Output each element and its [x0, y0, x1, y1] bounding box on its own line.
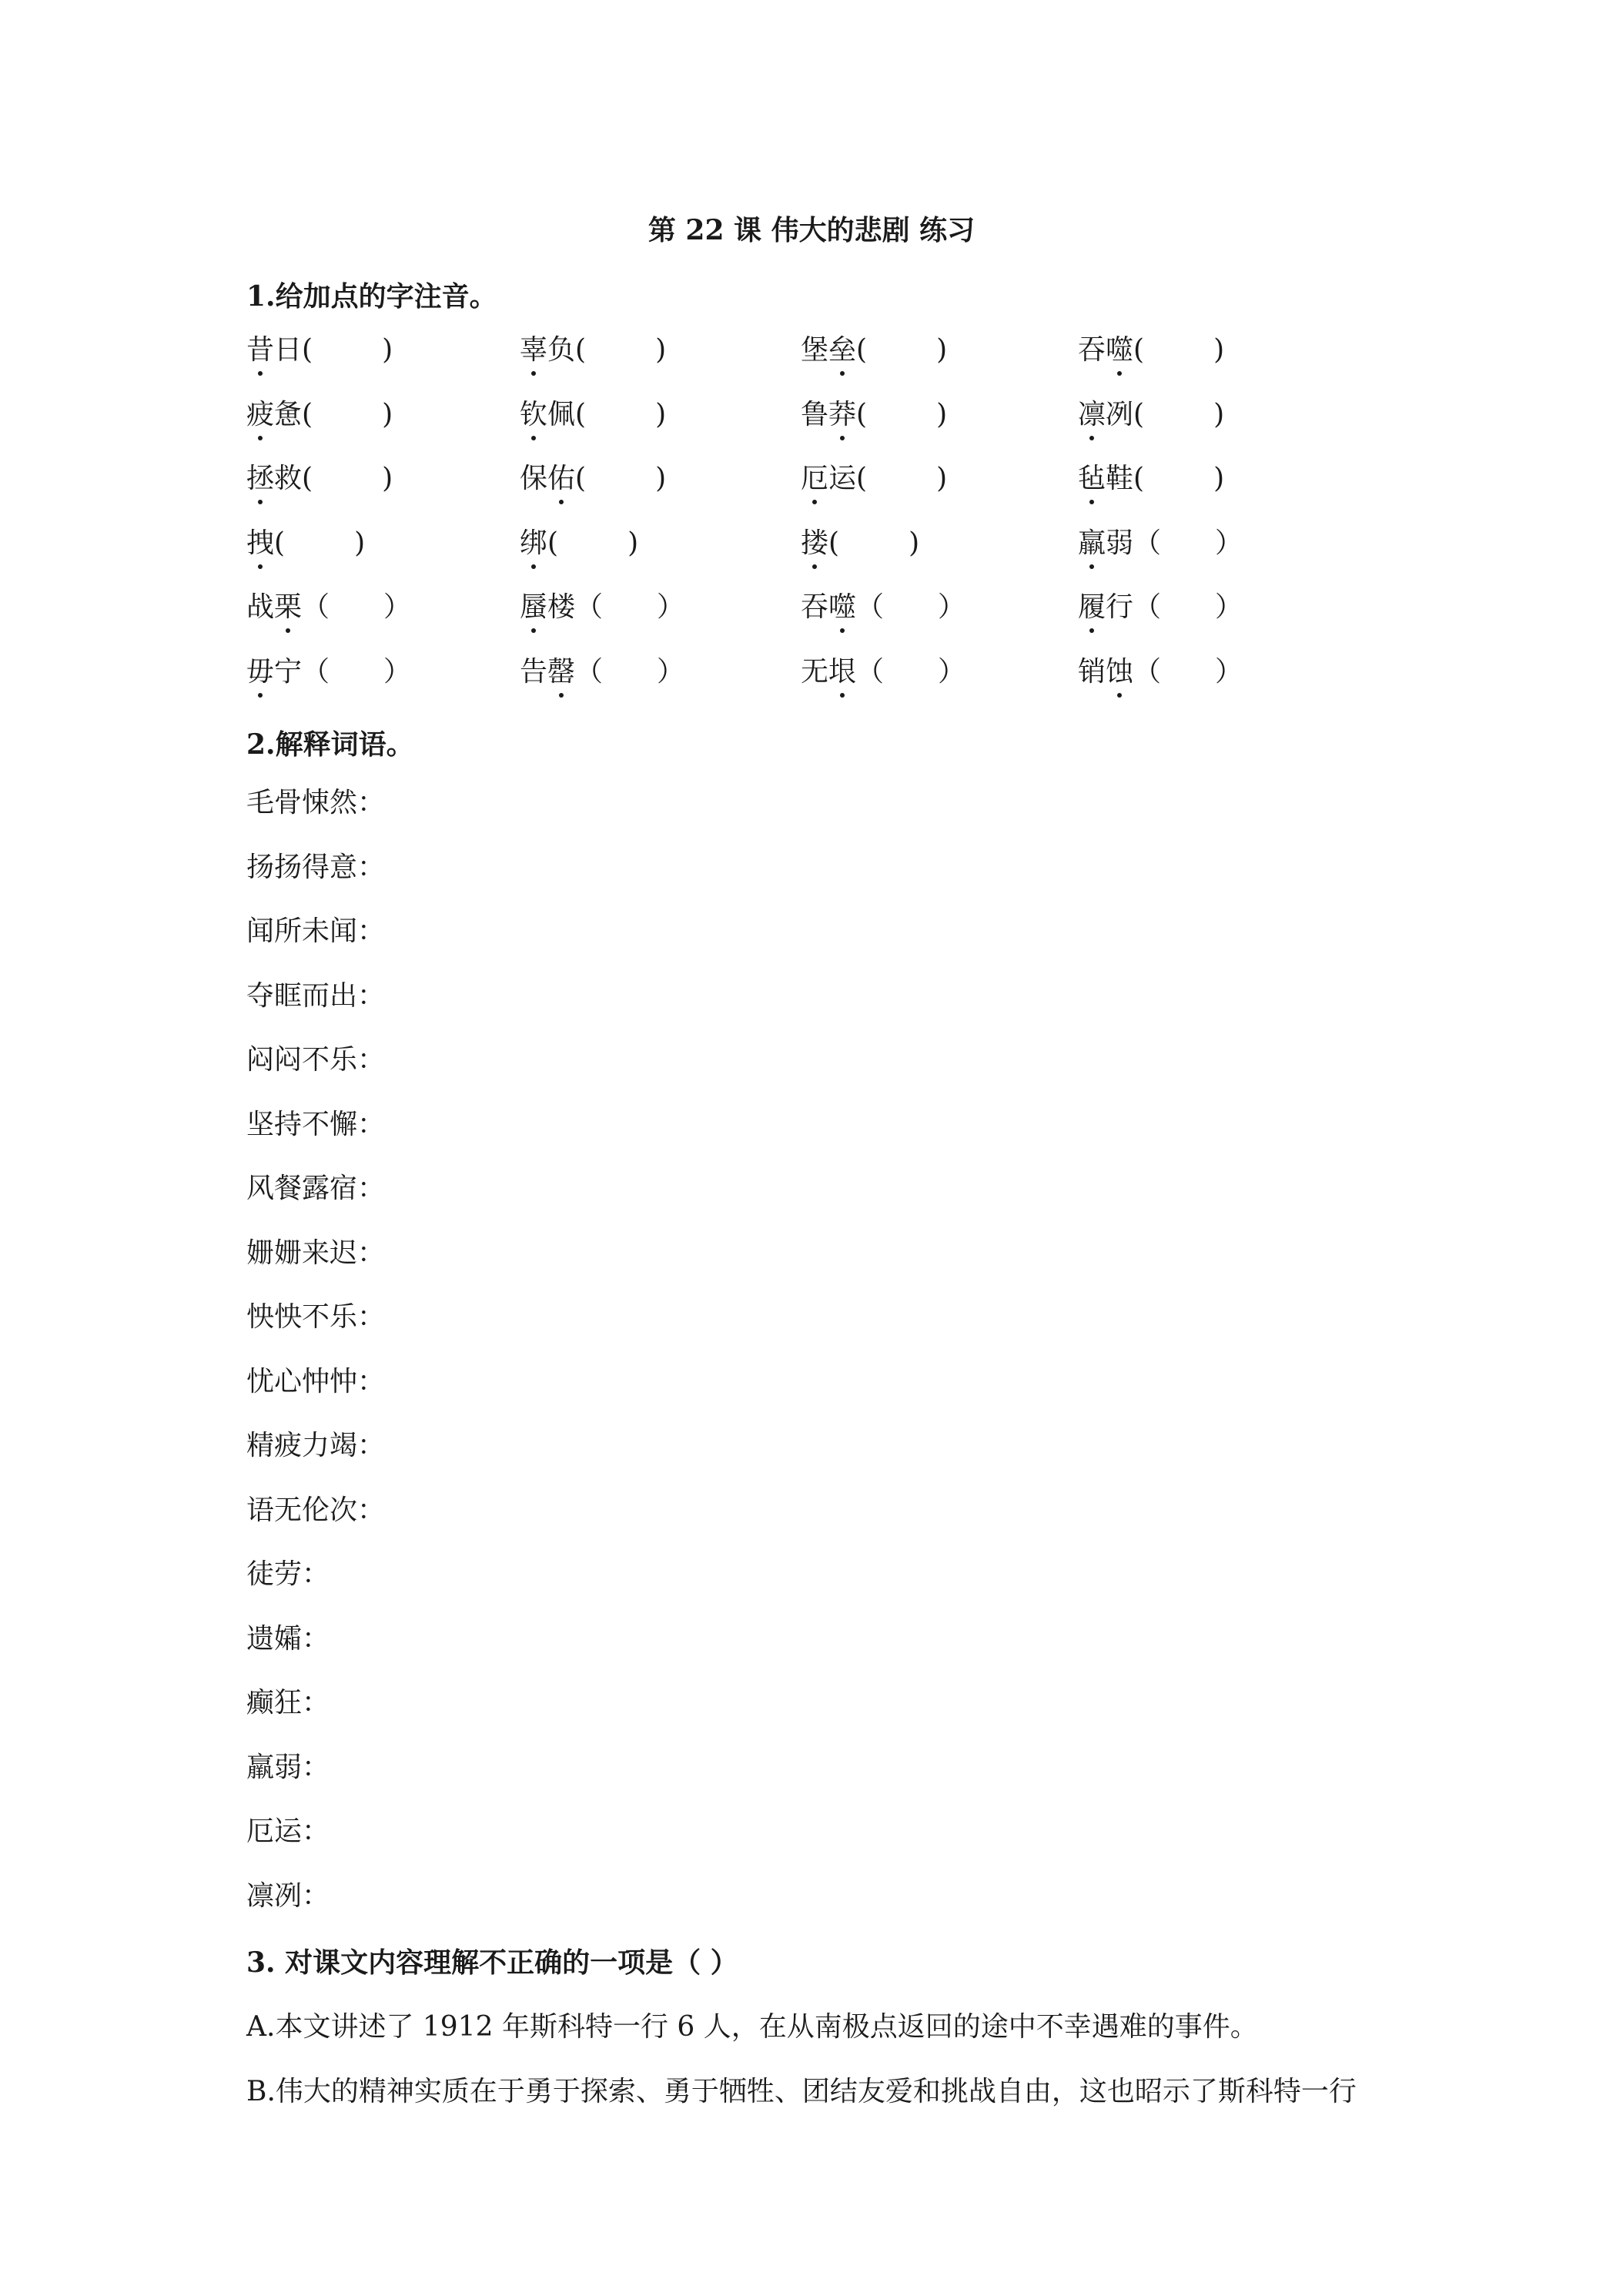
dotted-character: 履 [1078, 588, 1106, 627]
answer-close-paren: ) [382, 463, 393, 494]
answer-open-paren: （ [575, 591, 604, 623]
word-suffix: 负 [547, 334, 576, 366]
answer-close-paren: ) [936, 398, 948, 430]
answer-open-paren: ( [828, 527, 840, 559]
term-item: 徒劳： [246, 1558, 330, 1590]
pinyin-item [520, 588, 684, 627]
word-prefix: 无 [801, 655, 829, 688]
answer-open-paren: ( [575, 398, 587, 430]
answer-close-paren: ) [382, 334, 393, 366]
word-suffix: 佩 [547, 398, 576, 430]
term-item: 风餐露宿： [246, 1173, 386, 1204]
answer-close-paren: ） [1215, 591, 1243, 623]
pinyin-row [246, 588, 1555, 653]
answer-close-paren: ) [655, 463, 667, 494]
pinyin-item [801, 460, 947, 498]
answer-close-paren: ) [1213, 334, 1225, 366]
word-suffix: 运 [828, 463, 857, 494]
dotted-character: 噬 [1106, 331, 1133, 370]
term-definition-list [246, 784, 385, 1941]
word-prefix: 鲁 [801, 398, 829, 430]
pinyin-item [520, 524, 638, 563]
term-item: 忧心忡忡： [246, 1365, 386, 1397]
pinyin-item [1078, 653, 1243, 691]
answer-close-paren: ) [354, 527, 366, 559]
dotted-character: 毋 [246, 653, 274, 691]
term-item: 语无伦次： [246, 1494, 386, 1526]
pinyin-item [801, 524, 919, 563]
answer-close-paren: ） [938, 591, 966, 623]
word-suffix: 救 [274, 463, 303, 494]
word-suffix: 日 [274, 334, 303, 366]
pinyin-item [246, 396, 393, 434]
pinyin-item [1078, 396, 1224, 434]
pinyin-exercise-grid [246, 331, 1555, 717]
word-suffix: 行 [1106, 591, 1134, 623]
answer-close-paren: ） [383, 655, 412, 688]
answer-open-paren: （ [1133, 527, 1162, 559]
question-2-heading: 2.解释词语。 [246, 728, 414, 761]
answer-open-paren: （ [302, 591, 330, 623]
dotted-character: 辜 [520, 331, 547, 370]
answer-open-paren: ( [274, 527, 286, 559]
answer-open-paren: （ [856, 591, 885, 623]
answer-open-paren: ( [302, 334, 313, 366]
dotted-character: 莽 [828, 396, 856, 434]
pinyin-item [801, 396, 947, 434]
answer-close-paren: ） [938, 655, 966, 688]
dotted-character: 佑 [547, 460, 575, 498]
term-item: 坚持不懈： [246, 1108, 386, 1140]
pinyin-item [1078, 524, 1243, 563]
answer-open-paren: ( [1133, 334, 1145, 366]
answer-open-paren: ( [1133, 398, 1145, 430]
answer-close-paren: ) [627, 527, 639, 559]
answer-close-paren: ） [657, 591, 685, 623]
answer-open-paren: ( [856, 334, 868, 366]
answer-open-paren: ( [547, 527, 559, 559]
pinyin-row [246, 524, 1555, 589]
word-suffix: 惫 [274, 398, 303, 430]
word-suffix: 冽 [1106, 398, 1134, 430]
dotted-character: 毡 [1078, 460, 1106, 498]
dotted-character: 罄 [547, 653, 575, 691]
answer-open-paren: （ [575, 655, 604, 688]
word-suffix: 弱 [1106, 527, 1134, 559]
dotted-character: 栗 [274, 588, 302, 627]
answer-close-paren: ) [655, 398, 667, 430]
answer-open-paren: ( [856, 398, 868, 430]
dotted-character: 拯 [246, 460, 274, 498]
answer-close-paren: ） [383, 591, 412, 623]
pinyin-item [246, 331, 393, 370]
word-prefix: 销 [1078, 655, 1106, 688]
answer-close-paren: ) [909, 527, 920, 559]
pinyin-item [1078, 460, 1224, 498]
pinyin-item [801, 331, 947, 370]
pinyin-item [520, 460, 666, 498]
term-item: 遗孀： [246, 1622, 330, 1655]
term-item: 毛骨悚然： [246, 787, 386, 818]
word-suffix: 鞋 [1106, 463, 1134, 494]
answer-open-paren: （ [1133, 591, 1162, 623]
term-item: 怏怏不乐： [246, 1301, 386, 1333]
dotted-character: 垠 [828, 653, 856, 691]
dotted-character: 疲 [246, 396, 274, 434]
question-3-option-a: A.本文讲述了 1912 年斯科特一行 6 人，在从南极点返回的途中不幸遇难的事件。 [246, 2011, 1258, 2043]
word-prefix: 战 [246, 591, 275, 623]
pinyin-item [520, 396, 666, 434]
term-item: 凛冽： [246, 1879, 330, 1912]
answer-close-paren: ) [382, 398, 393, 430]
word-prefix: 告 [520, 655, 548, 688]
word-prefix: 保 [520, 463, 548, 494]
answer-close-paren: ) [1213, 398, 1225, 430]
word-prefix: 堡 [801, 334, 829, 366]
answer-open-paren: ( [302, 463, 313, 494]
dotted-character: 绑 [520, 524, 547, 563]
answer-close-paren: ） [1215, 527, 1243, 559]
pinyin-item [246, 460, 393, 498]
answer-close-paren: ) [655, 334, 667, 366]
term-item: 癫狂： [246, 1687, 330, 1719]
dotted-character: 羸 [1078, 524, 1106, 563]
pinyin-row [246, 653, 1555, 718]
term-item: 姗姗来迟： [246, 1237, 386, 1269]
answer-close-paren: ） [657, 655, 685, 688]
answer-close-paren: ） [1215, 655, 1243, 688]
word-suffix: 宁 [274, 655, 303, 688]
dotted-character: 钦 [520, 396, 547, 434]
answer-open-paren: （ [856, 655, 885, 688]
pinyin-row [246, 396, 1555, 460]
answer-open-paren: ( [302, 398, 313, 430]
dotted-character: 厄 [801, 460, 828, 498]
word-prefix: 吞 [1078, 334, 1106, 366]
answer-close-paren: ) [1213, 463, 1225, 494]
term-item: 扬扬得意： [246, 851, 386, 883]
dotted-character: 搂 [801, 524, 828, 563]
term-item: 夺眶而出： [246, 979, 386, 1012]
pinyin-item [1078, 588, 1243, 627]
pinyin-item [801, 588, 965, 627]
dotted-character: 垒 [828, 331, 856, 370]
term-item: 闷闷不乐： [246, 1044, 386, 1076]
dotted-character: 蜃 [520, 588, 547, 627]
dotted-character: 凛 [1078, 396, 1106, 434]
word-suffix: 楼 [547, 591, 576, 623]
answer-open-paren: （ [302, 655, 330, 688]
pinyin-item [1078, 331, 1224, 370]
pinyin-item [246, 524, 365, 563]
term-item: 羸弱： [246, 1751, 330, 1783]
answer-open-paren: ( [575, 334, 587, 366]
answer-open-paren: （ [1133, 655, 1162, 688]
pinyin-item [801, 653, 965, 691]
pinyin-row [246, 460, 1555, 524]
answer-close-paren: ) [936, 463, 948, 494]
dotted-character: 噬 [828, 588, 856, 627]
pinyin-item [246, 653, 411, 691]
question-3-option-b: B.伟大的精神实质在于勇于探索、勇于牺牲、团结友爱和挑战自由，这也昭示了斯科特一行 [246, 2076, 1357, 2107]
answer-open-paren: ( [575, 463, 587, 494]
term-item: 厄运： [246, 1816, 330, 1847]
question-3-heading: 3. 对课文内容理解不正确的一项是（ ） [246, 1946, 738, 1979]
answer-open-paren: ( [856, 463, 868, 494]
pinyin-row [246, 331, 1555, 396]
answer-open-paren: ( [1133, 463, 1145, 494]
answer-close-paren: ) [936, 334, 948, 366]
pinyin-item [520, 331, 666, 370]
dotted-character: 拽 [246, 524, 274, 563]
dotted-character: 蚀 [1106, 653, 1133, 691]
word-prefix: 吞 [801, 591, 829, 623]
term-item: 精疲力竭： [246, 1430, 386, 1461]
pinyin-item [520, 653, 684, 691]
pinyin-item [246, 588, 411, 627]
question-1-heading: 1.给加点的字注音。 [246, 280, 497, 313]
term-item: 闻所未闻： [246, 915, 386, 947]
page-title: 第 22 课 伟大的悲剧 练习 [648, 214, 975, 246]
dotted-character: 昔 [246, 331, 274, 370]
